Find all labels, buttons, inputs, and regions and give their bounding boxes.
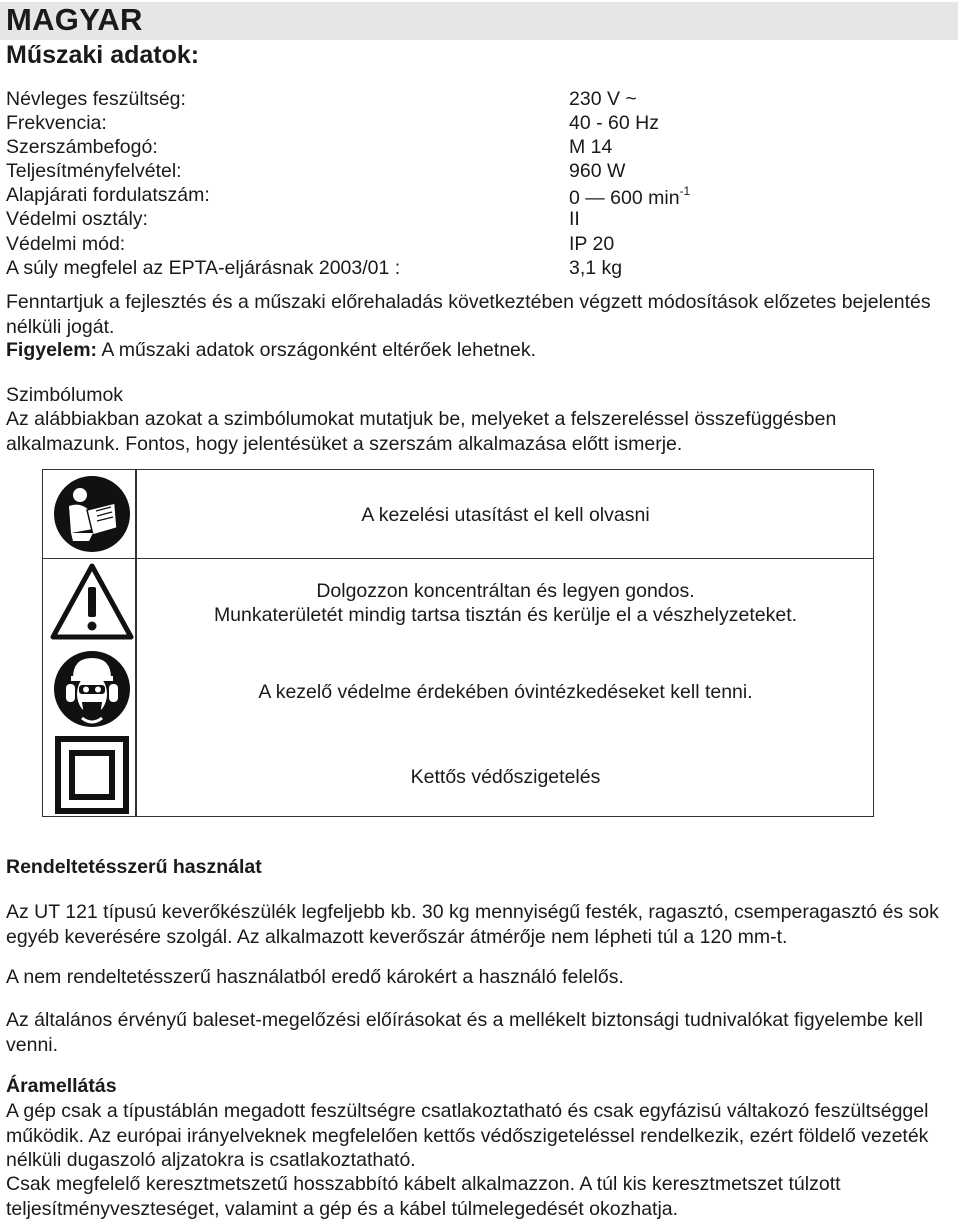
attention-label: Figyelem: bbox=[6, 339, 98, 361]
spec-value: II bbox=[569, 208, 580, 230]
liability-paragraph: A nem rendeltetésszerű használatból eredő károkért a használó felelős. bbox=[6, 966, 624, 988]
spec-label: Frekvencia: bbox=[6, 112, 107, 134]
spec-value bbox=[569, 184, 690, 210]
spec-row bbox=[6, 160, 906, 184]
symbols-heading: Szimbólumok bbox=[6, 384, 124, 406]
symbol-description-line: Munkaterületét mindig tartsa tisztán és kerülje el a vészhelyzeteket. bbox=[213, 604, 798, 626]
spec-label: Névleges feszültség: bbox=[6, 88, 186, 110]
spec-value: M 14 bbox=[569, 136, 613, 158]
spec-label: A súly megfelel az EPTA-eljárásnak 2003/01 : bbox=[6, 257, 401, 279]
symbol-row bbox=[43, 732, 873, 818]
intended-use-paragraph: Az UT 121 típusú keverőkészülék legfeljebb kb. 30 kg mennyiségű festék, ragasztó, csemperagasztó és sok egyéb keverésére szolgál. Az alkalmazott keverőszár átmérője nem lépheti túl a 120 mm-t. bbox=[6, 901, 939, 948]
spec-row bbox=[6, 208, 906, 232]
double-insulation-icon bbox=[49, 734, 135, 816]
section-title: Műszaki adatok: bbox=[6, 41, 200, 69]
attention-notice bbox=[6, 338, 946, 363]
language-title: MAGYAR bbox=[6, 2, 143, 37]
spec-label: Védelmi osztály: bbox=[6, 208, 148, 230]
symbol-description: A kezelési utasítást el kell olvasni bbox=[361, 504, 650, 526]
symbol-description: A kezelő védelme érdekében óvintézkedéseket kell tenni. bbox=[258, 681, 753, 703]
symbol-row bbox=[43, 470, 873, 558]
spec-row bbox=[6, 257, 906, 281]
spec-value: IP 20 bbox=[569, 233, 615, 255]
reservation-notice: Fenntartjuk a fejlesztés és a műszaki előrehaladás következtében végzett módosítások előzetes bejelentés nélküli jogát. bbox=[6, 291, 931, 338]
read-manual-icon bbox=[49, 473, 135, 555]
symbol-row bbox=[43, 645, 873, 732]
symbol-description-line: Dolgozzon koncentráltan és legyen gondos. bbox=[316, 580, 695, 602]
symbol-table bbox=[42, 469, 874, 817]
spec-value: 3,1 kg bbox=[569, 257, 623, 279]
spec-value-text: 0 — 600 min bbox=[569, 187, 680, 209]
spec-value-exponent: -1 bbox=[679, 184, 691, 198]
spec-label: Szerszámbefogó: bbox=[6, 136, 158, 158]
symbol-description: Kettős védőszigetelés bbox=[410, 766, 601, 788]
intended-use-heading: Rendeltetésszerű használat bbox=[6, 856, 262, 878]
safety-paragraph: Az általános érvényű baleset-megelőzési előírásokat és a mellékelt biztonsági tudnivalókat figyelembe kell venni. bbox=[6, 1009, 923, 1056]
language-header-bar bbox=[0, 2, 958, 40]
spec-row bbox=[6, 184, 906, 208]
spec-row bbox=[6, 88, 906, 112]
symbol-row bbox=[43, 558, 873, 645]
spec-value: 230 V ~ bbox=[569, 88, 637, 110]
spec-row bbox=[6, 136, 906, 160]
spec-value: 40 - 60 Hz bbox=[569, 112, 659, 134]
spec-label: Védelmi mód: bbox=[6, 233, 126, 255]
spec-row bbox=[6, 112, 906, 136]
extension-cable-paragraph: Csak megfelelő keresztmetszetű hosszabbító kábelt alkalmazzon. A túl kis keresztmetszet túlzott teljesítményveszteséget, valamint a gép és a kábel túlmelegedését okozhatja. bbox=[6, 1173, 841, 1220]
spec-label: Teljesítményfelvétel: bbox=[6, 160, 182, 182]
attention-text: A műszaki adatok országonként eltérőek lehetnek. bbox=[97, 339, 537, 361]
protective-gear-icon bbox=[49, 648, 135, 730]
spec-row bbox=[6, 233, 906, 257]
power-supply-paragraph: A gép csak a típustáblán megadott feszültségre csatlakoztatható és csak egyfázisú váltakozó feszültséggel működik. Az európai irányelveknek megfelelően kettős védőszigeteléssel rendelkezik, ezért földelő vezeték nélküli dugaszoló aljzatokra is csatlakoztatható. bbox=[6, 1100, 929, 1171]
power-supply-heading: Áramellátás bbox=[6, 1075, 117, 1097]
spec-label: Alapjárati fordulatszám: bbox=[6, 184, 210, 206]
symbol-description bbox=[138, 579, 873, 627]
symbols-intro: Az alábbiakban azokat a szimbólumokat mutatjuk be, melyeket a felszereléssel összefüggésben alkalmazunk. Fontos, hogy jelentésüket a szerszám alkalmazása előtt ismerje. bbox=[6, 408, 837, 455]
warning-triangle-icon bbox=[49, 561, 135, 643]
spec-value: 960 W bbox=[569, 160, 626, 182]
